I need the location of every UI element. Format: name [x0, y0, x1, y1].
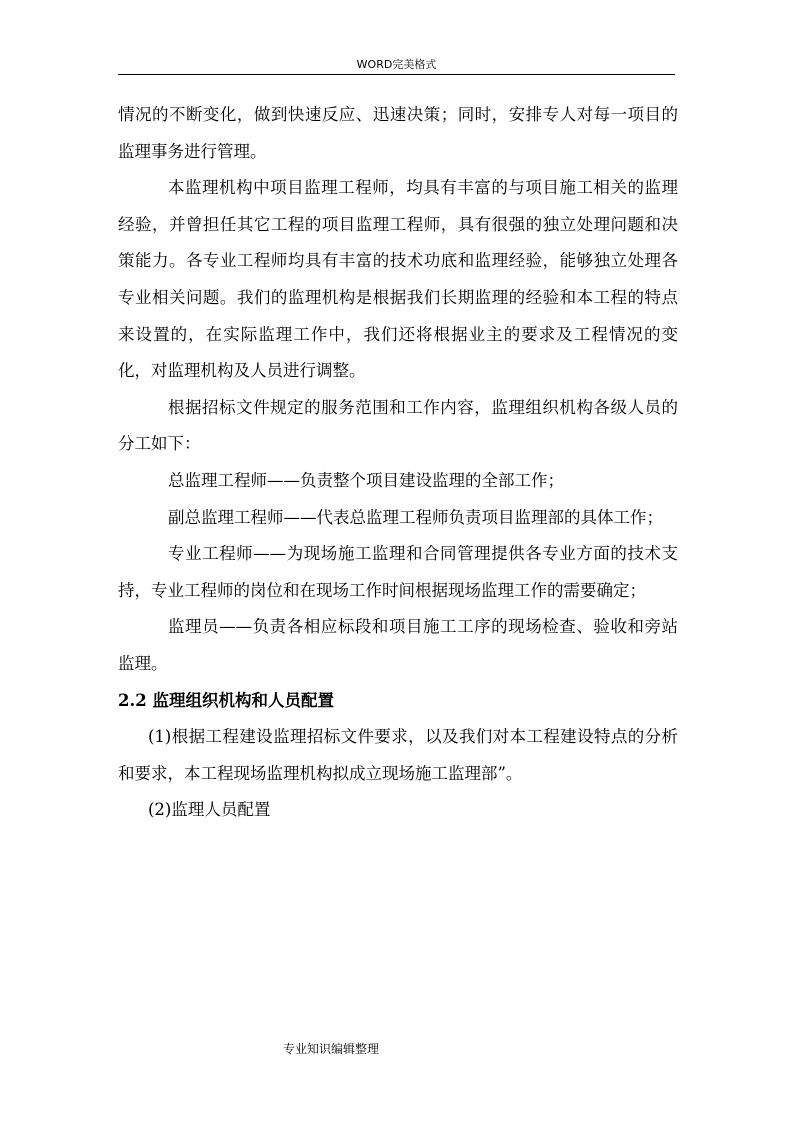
paragraph-supervision-engineers: 本监理机构中项目监理工程师，均具有丰富的与项目施工相关的监理经验，并曾担任其它工程的项目监理工程师，具有很强的独立处理问题和决策能力。各专业工程师均具有丰富的技术功底和监理经验，能够独立处理各专业相关问题。我们的监理机构是根据我们长期监理的经验和本工程的特点来设置的，在实际监理工作中，我们还将根据业主的要求及工程情况的变化，对监理机构及人员进行调整。 [118, 178, 678, 381]
paragraph-division-of-labor: 根据招标文件规定的服务范围和工作内容，监理组织机构各级人员的分工如下： [118, 397, 678, 454]
section-item-1: (1)根据工程建设监理招标文件要求，以及我们对本工程建设特点的分析和要求，本工程现场监理机构拟成立现场施工监理部”。 [118, 727, 678, 783]
paragraph-continuation: 情况的不断变化，做到快速反应、迅速决策；同时，安排专人对每一项目的监理事务进行管理。 [118, 105, 678, 161]
paragraph-chief-engineer: 总监理工程师——负责整个项目建设监理的全部工作； [168, 470, 564, 490]
paragraph-deputy-chief-engineer: 副总监理工程师——代表总监理工程师负责项目监理部的具体工作； [168, 507, 663, 527]
paragraph-specialist-engineer: 专业工程师——为现场施工监理和合同管理提供各专业方面的技术支持，专业工程师的岗位和在现场工作时间根据现场监理工作的需要确定； [118, 544, 678, 600]
document-body [118, 97, 678, 829]
paragraph-supervisor: 监理员——负责各相应标段和项目施工工序的现场检查、验收和旁站监理。 [118, 617, 678, 673]
page-header: WORD完美格式 [356, 58, 437, 71]
page-footer: 专业知识编辑整理 [283, 1042, 380, 1056]
section-item-2: (2)监理人员配置 [148, 800, 271, 820]
header-rule [118, 74, 675, 75]
section-heading: 2.2 监理组织机构和人员配置 [118, 690, 334, 710]
